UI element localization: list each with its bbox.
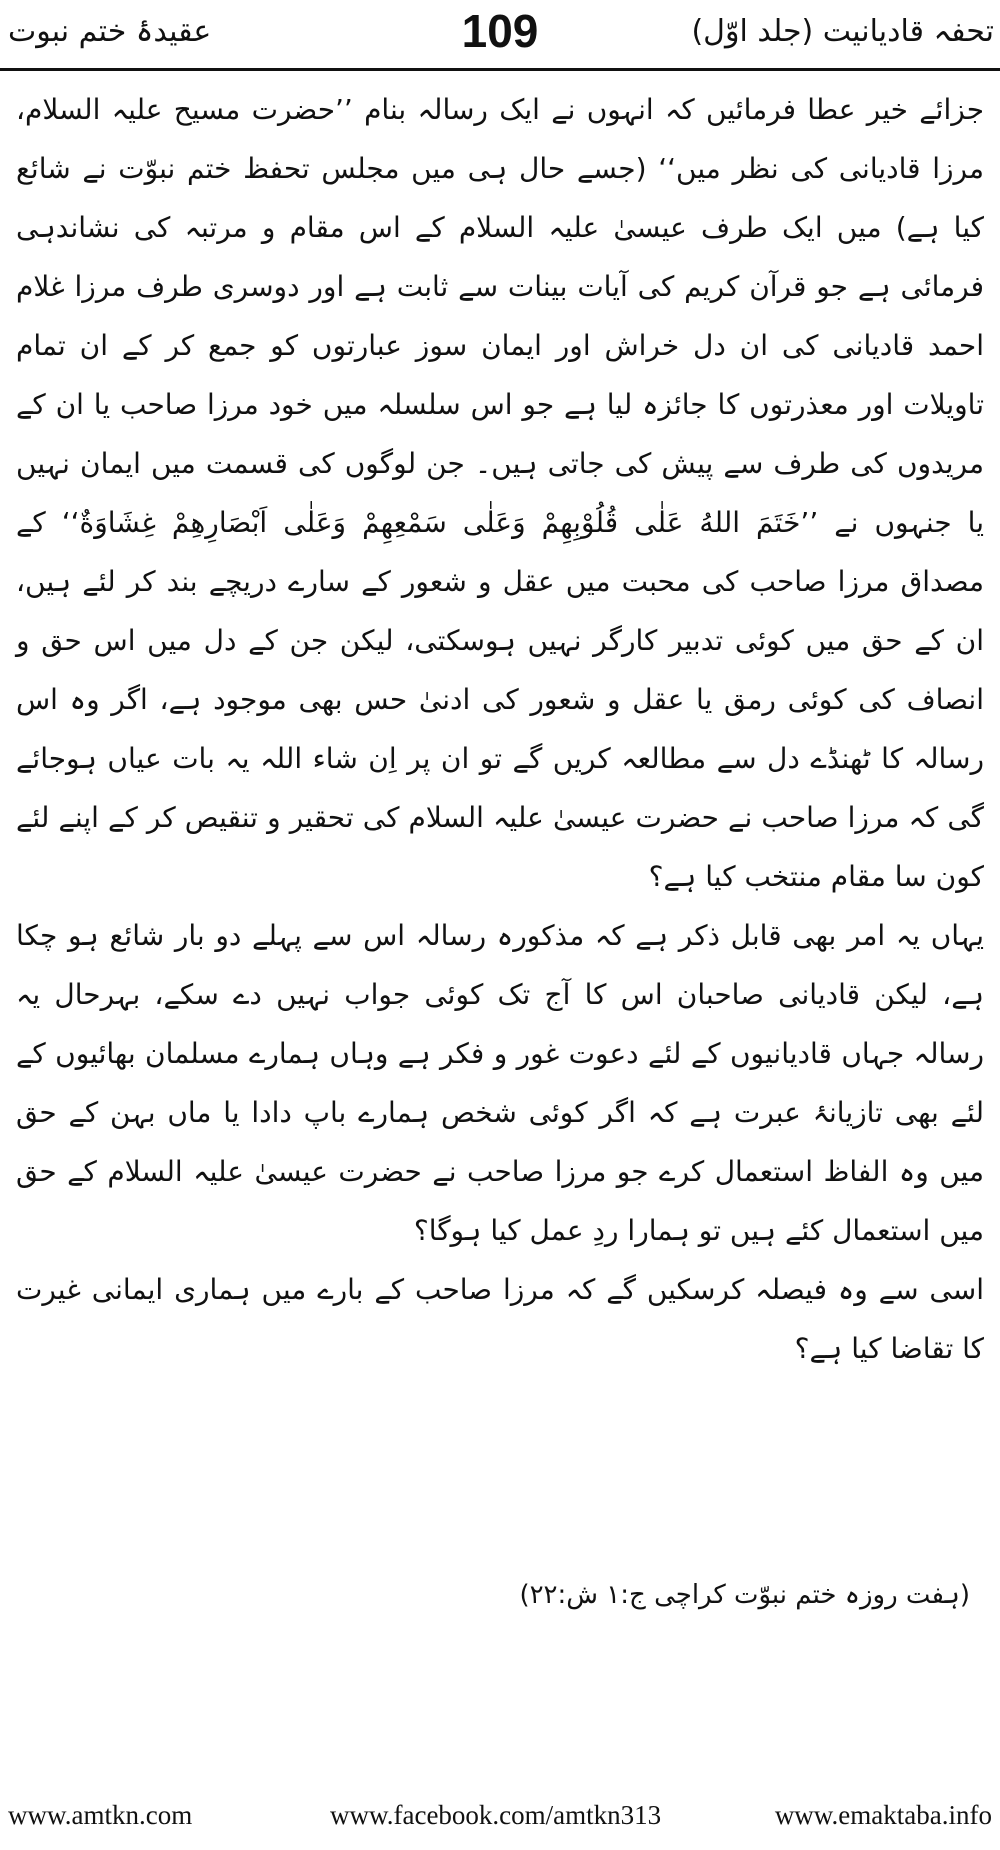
footer-link-amtkn[interactable]: www.amtkn.com bbox=[8, 1800, 193, 1830]
source-citation: (ہفت روزہ ختم نبوّت کراچی ج:۱ ش:۲۲) bbox=[519, 1580, 970, 1610]
header-divider bbox=[0, 68, 1000, 71]
paragraph: یہاں یہ امر بھی قابل ذکر ہے کہ مذکورہ رسالہ اس سے پہلے دو بار شائع ہو چکا ہے، لیکن قادیانی صاحبان اس کا آج تک کوئی جواب نہیں دے سکے، بہرحال یہ رسالہ جہاں قادیانیوں کے لئے دعوت غور و فکر ہے وہاں ہمارے مسلمان بھائیوں کے لئے بھی تازیانۂ عبرت ہے کہ اگر کوئی شخص ہمارے باپ دادا یا ماں بہن کے حق میں وہ الفاظ استعمال کرے جو مرزا صاحب نے حضرت عیسیٰ علیہ السلام کے حق میں استعمال کئے ہیں تو ہمارا ردِ عمل کیا ہوگا؟ bbox=[16, 919, 984, 1247]
paragraph: جزائے خیر عطا فرمائیں کہ انہوں نے ایک رسالہ بنام ’’حضرت مسیح علیہ السلام، مرزا قادیانی کی نظر میں‘‘ (جسے حال ہی میں مجلس تحفظ ختم نبوّت نے شائع کیا ہے) میں ایک طرف عیسیٰ علیہ السلام کے اس مقام و مرتبہ کی نشاندہی فرمائی ہے جو قرآن کریم کی آیات بینات سے ثابت ہے اور دوسری طرف مرزا غلام احمد قادیانی کی ان دل خراش اور ایمان سوز عبارتوں کو جمع کر کے ان تمام تاویلات اور معذرتوں کا جائزہ لیا ہے جو اس سلسلہ میں خود مرزا صاحب یا ان کے مریدوں کی طرف سے پیش کی جاتی ہیں۔ جن لوگوں کی قسمت میں ایمان نہیں یا جنہوں نے ’’خَتَمَ اللهُ عَلٰى قُلُوْبِهِمْ وَعَلٰى سَمْعِهِمْ وَعَلٰى اَبْصَارِهِمْ غِشَاوَةٌ‘‘ کے مصداق مرزا صاحب کی محبت میں عقل و شعور کے سارے دریچے بند کر لئے ہیں، ان کے حق میں کوئی تدبیر کارگر نہیں ہوسکتی، لیکن جن کے دل میں اس حق و انصاف کی کوئی رمق یا عقل و شعور کی ادنیٰ حس بھی موجود ہے، اگر وہ اس رسالہ کا ٹھنڈے دل سے مطالعہ کریں گے تو ان پر اِن شاء اللہ یہ بات عیاں ہوجائے گی کہ مرزا صاحب نے حضرت عیسیٰ علیہ السلام کی تحقیر و تنقیص کر کے اپنے لئے کون سا مقام منتخب کیا ہے؟ bbox=[16, 93, 984, 893]
paragraph: اسی سے وہ فیصلہ کرسکیں گے کہ مرزا صاحب کے بارے میں ہماری ایمانی غیرت کا تقاضا کیا ہے؟ bbox=[16, 1273, 984, 1365]
page-number: 109 bbox=[461, 5, 539, 57]
page-footer bbox=[0, 1800, 1000, 1840]
page-header bbox=[0, 0, 1000, 66]
section-title: عقیدۂ ختم نبوت bbox=[8, 14, 212, 49]
footer-link-facebook[interactable]: www.facebook.com/amtkn313 bbox=[330, 1800, 662, 1830]
footer-link-emaktaba[interactable]: www.emaktaba.info bbox=[774, 1800, 992, 1830]
body-text bbox=[16, 80, 984, 1378]
book-title: تحفہ قادیانیت (جلد اوّل) bbox=[691, 14, 994, 49]
